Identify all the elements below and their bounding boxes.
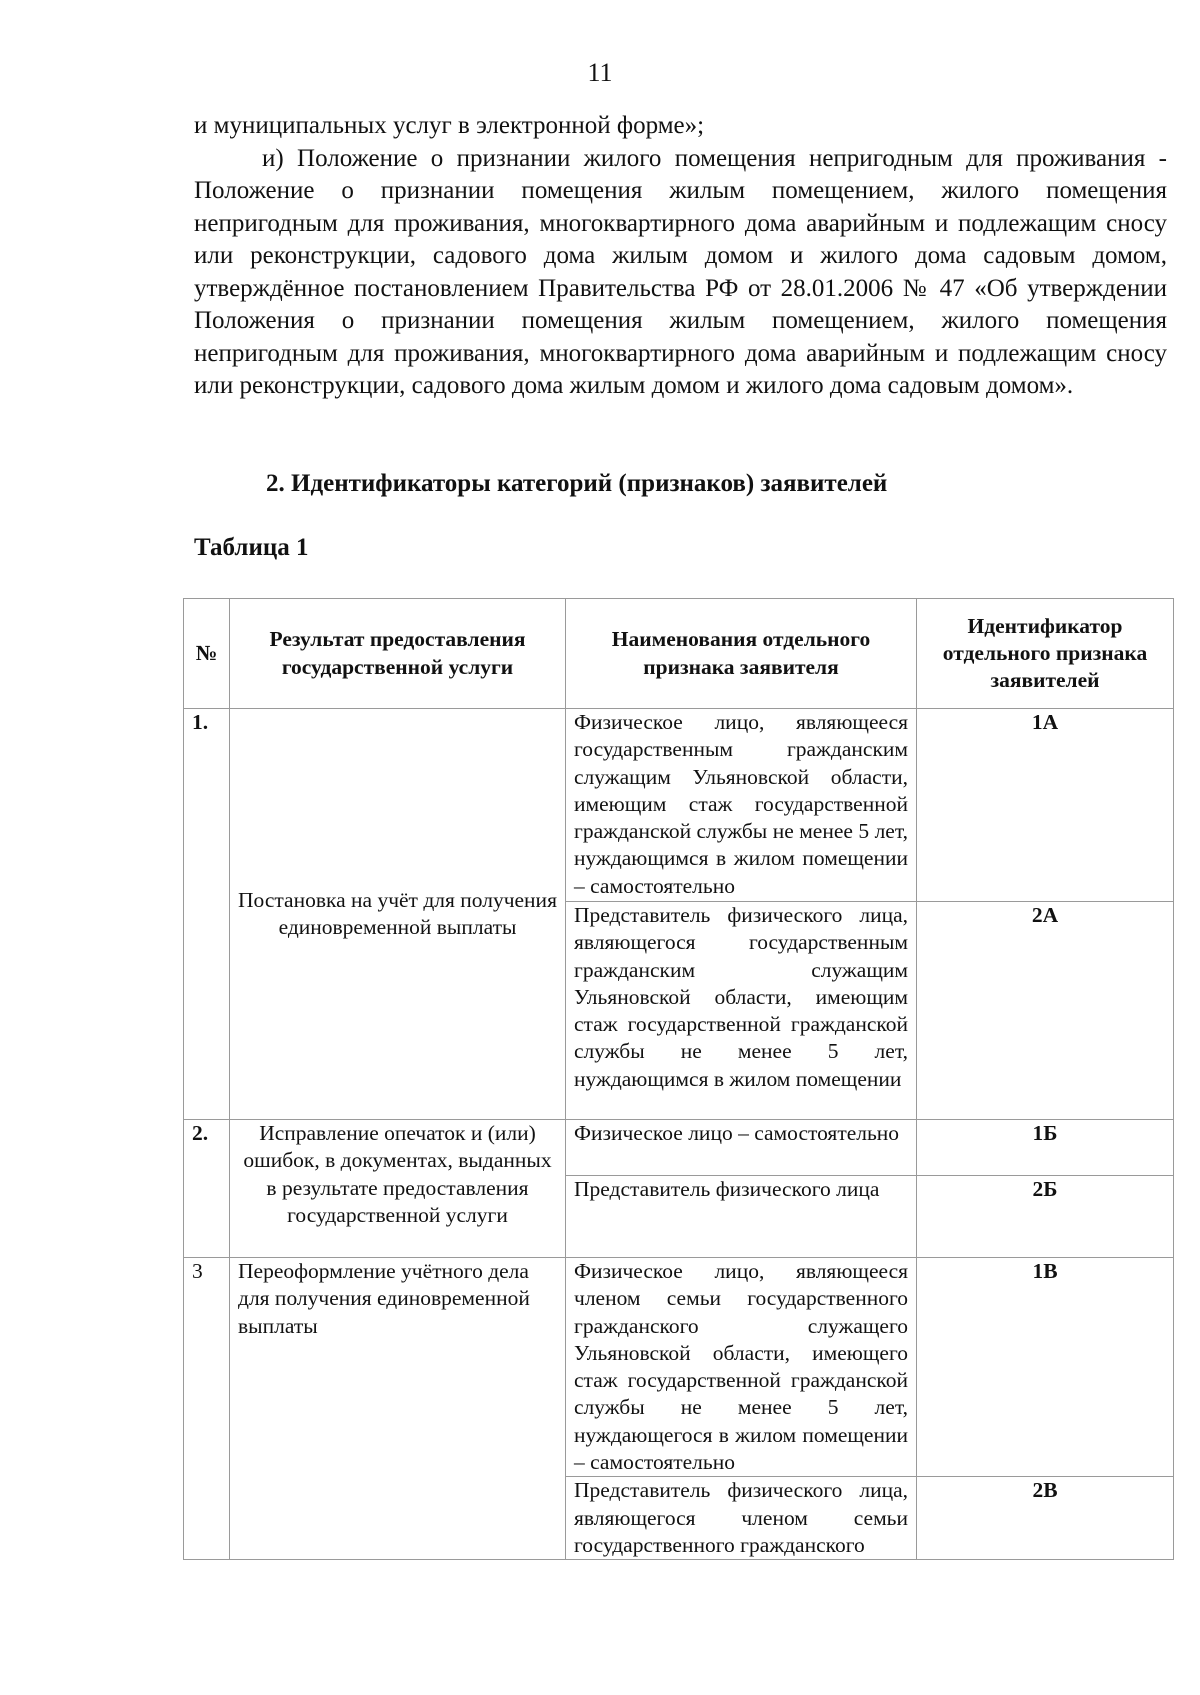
applicant-identifier: 1Б [917,1120,1174,1176]
table-caption: Таблица 1 [194,534,309,561]
page-number: 11 [587,58,613,87]
paragraph-item-i: и) Положение о признании жилого помещения непригодным для проживания - Положение о признании помещения жилым помещением, жилого помещения непригодным для проживания, многоквартирного дома аварийным и подлежащим сносу или реконструкции, садового дома жилым домом и жилого дома садовым домом, утверждённое постановлением Правительства РФ от 28.01.2006 № 47 «Об утверждении Положения о признании помещения жилым помещением, жилого помещения непригодным для проживания, многоквартирного дома аварийным и подлежащим сносу или реконструкции, садового дома жилым домом и жилого дома садовым домом». [194,144,1167,399]
header-ident: Идентификатор отдельного признака заявителей [917,599,1174,709]
applicant-feature: Физическое лицо, являющееся государственным гражданским служащим Ульяновской области, имеющим стаж государственной гражданской службы не менее 5 лет, нуждающимся в жилом помещении – самостоятельно [566,709,917,902]
service-result: Исправление опечаток и (или) ошибок, в документах, выданных в результате предоставления государственной услуги [230,1120,566,1258]
applicant-feature: Представитель физического лица [566,1176,917,1258]
table-row [184,1258,1174,1477]
applicant-identifier: 2Б [917,1176,1174,1258]
service-result: Переоформление учётного дела для получения единовременной выплаты [230,1258,566,1560]
row-number: 1. [184,709,230,1120]
header-num: № [184,599,230,709]
applicant-feature: Представитель физического лица, являющегося членом семьи государственного гражданского [566,1477,917,1560]
applicant-feature: Физическое лицо, являющееся членом семьи государственного гражданского служащего Ульяновской области, имеющего стаж государственной гражданской службы не менее 5 лет, нуждающегося в жилом помещении – самостоятельно [566,1258,917,1477]
table-row [184,1120,1174,1176]
row-number: 3 [184,1258,230,1560]
applicant-feature: Представитель физического лица, являющегося государственным гражданским служащим Ульяновской области, имеющим стаж государственной гражданской службы не менее 5 лет, нуждающимся в жилом помещении [566,902,917,1120]
service-result: Постановка на учёт для получения единовременной выплаты [230,709,566,1120]
applicant-feature: Физическое лицо – самостоятельно [566,1120,917,1176]
paragraph-continuation: и муниципальных услуг в электронной форме»; [194,112,705,139]
section-heading: 2. Идентификаторы категорий (признаков) заявителей [266,470,888,497]
applicant-identifier: 2А [917,902,1174,1120]
body-text [194,110,1167,403]
table-header-row [184,599,1174,709]
table-row [184,709,1174,902]
applicant-identifier: 1В [917,1258,1174,1477]
row-number: 2. [184,1120,230,1258]
applicant-identifier: 2В [917,1477,1174,1560]
header-result: Результат предоставления государственной услуги [230,599,566,709]
applicant-identifiers-table [183,598,1174,1560]
header-feature: Наименования отдельного признака заявителя [566,599,917,709]
applicant-identifier: 1А [917,709,1174,902]
